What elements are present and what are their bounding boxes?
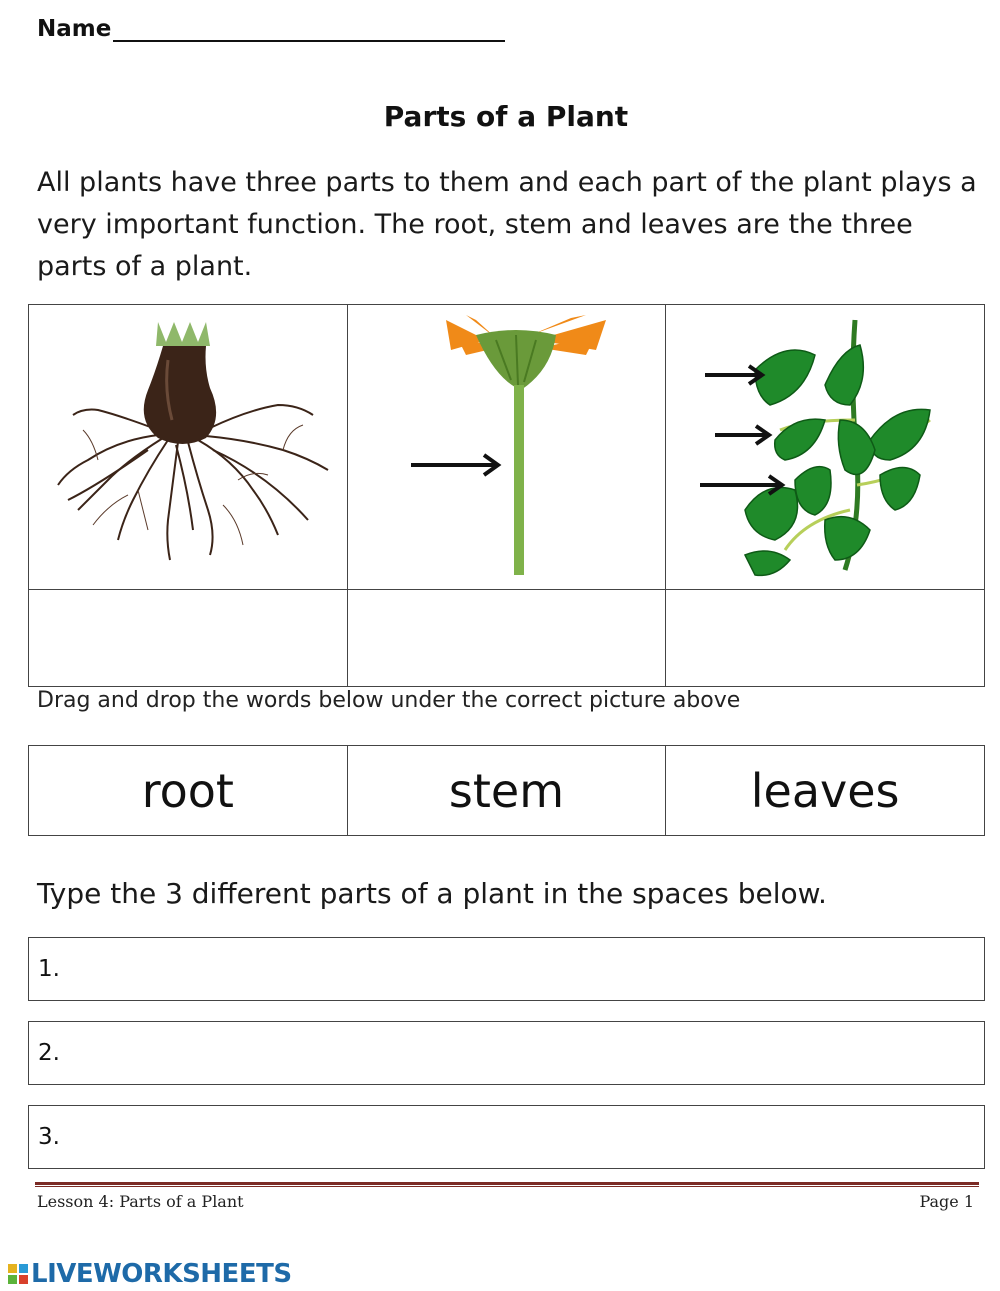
- type-prompt: Type the 3 different parts of a plant in the spaces below.: [37, 877, 827, 910]
- page-title: Parts of a Plant: [383, 100, 629, 133]
- word-leaves[interactable]: leaves: [666, 746, 985, 836]
- leaves-icon: [675, 310, 975, 580]
- stem-icon: [356, 310, 656, 580]
- drag-instruction: Drag and drop the words below under the correct picture above: [37, 688, 741, 713]
- stem-picture-cell: [347, 305, 666, 590]
- root-picture-cell: [29, 305, 348, 590]
- drop-zone-2[interactable]: [347, 590, 666, 687]
- root-icon: [38, 310, 338, 580]
- answer-field-1[interactable]: [28, 937, 985, 1001]
- name-underline: [113, 18, 505, 42]
- picture-grid: [28, 304, 985, 687]
- footer-lesson: Lesson 4: Parts of a Plant: [37, 1192, 244, 1211]
- word-bank: [28, 745, 985, 836]
- leaves-picture-cell: [666, 305, 985, 590]
- brand-logo: [8, 1259, 292, 1289]
- answer-number: 2.: [38, 1040, 60, 1066]
- brand-name: LIVEWORKSHEETS: [31, 1259, 292, 1289]
- drop-zone-1[interactable]: [29, 590, 348, 687]
- footer-page-number: Page 1: [919, 1192, 974, 1211]
- liveworksheets-icon: [8, 1264, 28, 1284]
- answer-field-3[interactable]: [28, 1105, 985, 1169]
- drop-zone-3[interactable]: [666, 590, 985, 687]
- footer-divider: [35, 1182, 979, 1187]
- answer-number: 1.: [38, 956, 60, 982]
- answer-field-2[interactable]: [28, 1021, 985, 1085]
- intro-paragraph: All plants have three parts to them and each part of the plant plays a very important function. The root, stem and leaves are the three parts of a plant.: [37, 167, 977, 282]
- name-label: Name: [37, 16, 112, 42]
- word-root[interactable]: root: [29, 746, 348, 836]
- answer-number: 3.: [38, 1124, 60, 1150]
- word-stem[interactable]: stem: [347, 746, 666, 836]
- name-field: [37, 16, 505, 42]
